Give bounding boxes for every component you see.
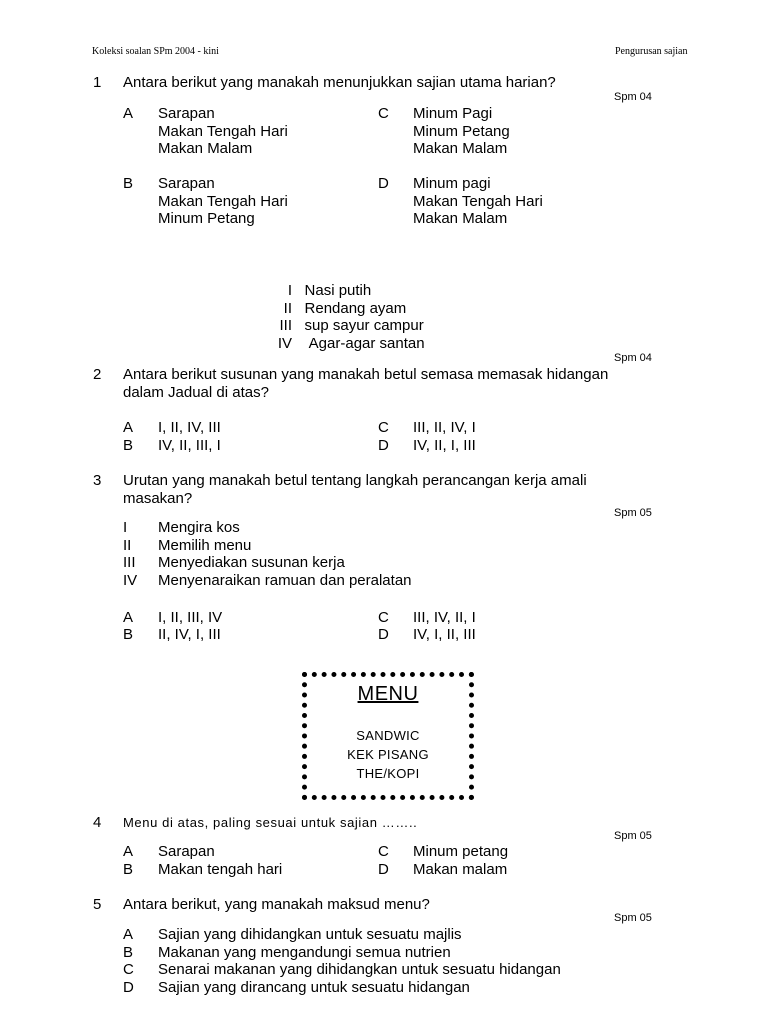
q1-option-b: [158, 175, 288, 228]
q3-text-line: masakan?: [123, 489, 193, 507]
q4-text: Menu di atas, paling sesuai untuk sajian ……..: [123, 815, 418, 830]
q4-option-b-letter: B: [123, 861, 134, 878]
q2-text-line: Antara berikut susunan yang manakah betul semasa memasak hidangan: [123, 366, 609, 383]
q1-option-c-line: Minum Pagi: [413, 105, 493, 122]
q4-option-d-letter: D: [378, 861, 389, 878]
q3-item-text: Memilih menu: [158, 536, 252, 554]
q3-items-numbers: [123, 519, 137, 589]
q3-tag: Spm 05: [614, 507, 652, 519]
q3-text-line: Urutan yang manakah betul tentang langkah perancangan kerja amali: [123, 472, 587, 489]
q3-item-text: Menyenaraikan ramuan dan peralatan: [158, 571, 412, 589]
q1-option-b-line: Makan Tengah Hari: [158, 192, 288, 210]
q1-option-d-line: Minum pagi: [413, 175, 491, 192]
dish-row: [262, 317, 425, 335]
q4-option-a: Sarapan: [158, 843, 215, 860]
q3-option-b-letter: B: [123, 626, 134, 643]
q4-number: 4: [93, 814, 102, 831]
q1-tag: Spm 04: [614, 91, 652, 103]
q4-tag: Spm 05: [614, 830, 652, 842]
q2-tag: Spm 04: [614, 352, 652, 364]
q2-option-a-letter: A: [123, 419, 134, 436]
q3-items: [158, 519, 412, 589]
q1-option-d-line: Makan Tengah Hari: [413, 192, 543, 210]
q5-option-letter: A: [123, 926, 134, 943]
q1-option-b-line: Minum Petang: [158, 210, 255, 227]
q3-item-text: Menyediakan susunan kerja: [158, 554, 345, 571]
q1-option-b-line: Sarapan: [158, 175, 215, 192]
q5-tag: Spm 05: [614, 912, 652, 924]
dish-row: [262, 282, 425, 300]
menu-title: MENU: [357, 683, 419, 705]
q1-option-a-line: Sarapan: [158, 105, 215, 122]
q3-option-d: IV, I, II, III: [413, 626, 476, 643]
q3-item-number: I: [123, 519, 128, 536]
dish-row-text: sup sayur campur: [304, 317, 424, 334]
q3-option-b: II, IV, I, III: [158, 626, 221, 643]
q3-item-number: III: [123, 554, 136, 571]
q4-option-b: Makan tengah hari: [158, 861, 283, 878]
menu-item: THE/KOPI: [356, 766, 420, 781]
q1-option-c-line: Minum Petang: [413, 122, 510, 140]
q3-text: [123, 472, 587, 507]
q1-option-c-letter: C: [378, 105, 389, 122]
dish-row: [262, 335, 425, 353]
dish-table: [262, 282, 425, 352]
q5-option-letters: [123, 926, 134, 996]
q3-option-a: I, II, III, IV: [158, 609, 223, 626]
q4-option-a-letter: A: [123, 843, 134, 860]
q2-option-b: IV, II, III, I: [158, 437, 221, 454]
q1-number: 1: [93, 74, 102, 91]
menu-items: [302, 726, 474, 783]
dish-row-number: III: [279, 317, 292, 334]
dish-row-text: Nasi putih: [304, 282, 372, 299]
q5-option-text: Sajian yang dihidangkan untuk sesuatu majlis: [158, 926, 462, 943]
q4-option-c-letter: C: [378, 843, 389, 860]
menu-item: KEK PISANG: [347, 747, 429, 762]
q5-options: [158, 926, 561, 996]
q1-option-b-letter: B: [123, 175, 134, 192]
q1-text: Antara berikut yang manakah menunjukkan sajian utama harian?: [123, 74, 556, 91]
q1-option-d-line: Makan Malam: [413, 210, 508, 227]
q2-option-a: I, II, IV, III: [158, 419, 221, 436]
q3-item-number: II: [123, 536, 132, 554]
q5-option-letter: B: [123, 943, 134, 961]
q2-text-line: dalam Jadual di atas?: [123, 383, 269, 401]
header-left: Koleksi soalan SPm 2004 - kini: [92, 46, 219, 57]
q1-option-a: [158, 105, 288, 158]
q1-option-c: [413, 105, 510, 158]
q3-item-text: Mengira kos: [158, 519, 240, 536]
q3-option-c-letter: C: [378, 609, 389, 626]
q1-option-a-letter: A: [123, 105, 134, 122]
q5-option-text: Senarai makanan yang dihidangkan untuk sesuatu hidangan: [158, 961, 561, 978]
q3-item-number: IV: [123, 571, 138, 589]
q3-number: 3: [93, 472, 102, 489]
menu-item: SANDWIC: [356, 728, 420, 743]
dish-row-text: Agar-agar santan: [308, 334, 425, 352]
header-right: Pengurusan sajian: [615, 46, 688, 57]
q3-option-a-letter: A: [123, 609, 134, 626]
q2-option-d-letter: D: [378, 437, 389, 454]
q3-option-d-letter: D: [378, 626, 389, 643]
q5-option-text: Makanan yang mengandungi semua nutrien: [158, 943, 451, 961]
q4-option-d: Makan malam: [413, 861, 508, 878]
q5-number: 5: [93, 896, 102, 913]
q4-option-c: Minum petang: [413, 843, 509, 860]
q1-option-d: [413, 175, 543, 228]
q2-option-b-letter: B: [123, 437, 134, 454]
q5-option-letter: C: [123, 961, 134, 978]
q2-option-c: III, II, IV, I: [413, 419, 476, 436]
q1-option-a-line: Makan Tengah Hari: [158, 122, 288, 140]
q1-option-c-line: Makan Malam: [413, 140, 508, 157]
q1-option-d-letter: D: [378, 175, 389, 192]
q5-option-letter: D: [123, 978, 134, 996]
q2-option-c-letter: C: [378, 419, 389, 436]
q2-option-d: IV, II, I, III: [413, 437, 476, 454]
dish-row-number: II: [283, 299, 292, 317]
dish-row: [262, 300, 425, 318]
q1-option-a-line: Makan Malam: [158, 140, 253, 157]
q3-option-c: III, IV, II, I: [413, 609, 476, 626]
dish-row-text: Rendang ayam: [304, 299, 407, 317]
dish-row-number: I: [287, 282, 292, 299]
q5-option-text: Sajian yang dirancang untuk sesuatu hidangan: [158, 978, 470, 996]
q2-text: [123, 366, 608, 401]
q5-text: Antara berikut, yang manakah maksud menu?: [123, 896, 430, 913]
dish-row-number: IV: [277, 334, 292, 352]
q2-number: 2: [93, 366, 102, 383]
